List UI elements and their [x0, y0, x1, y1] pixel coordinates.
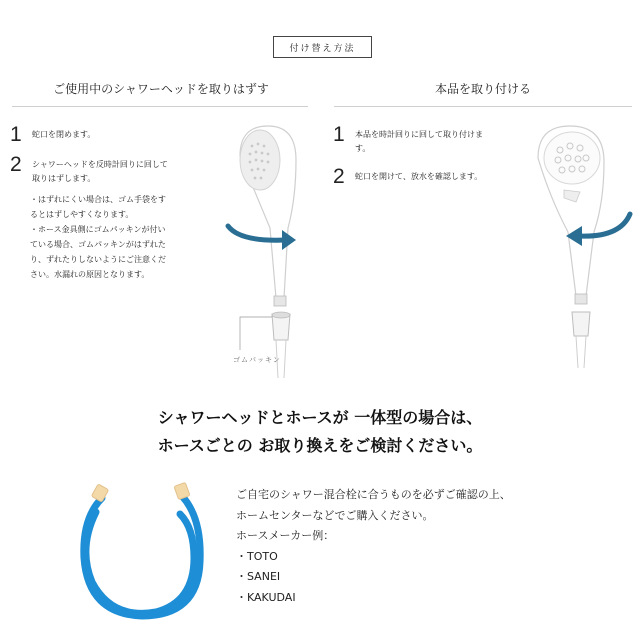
step-text-line: す。 [355, 144, 371, 153]
step-number: 2 [333, 165, 345, 188]
hose-fitting [572, 312, 590, 336]
thread-fitting [575, 294, 587, 304]
info-line: ホースメーカー例： [236, 529, 335, 542]
purchase-info [236, 485, 511, 608]
shower-hose-illustration [72, 478, 212, 628]
shower-head-attach-illustration [520, 118, 640, 368]
divider-left [12, 106, 308, 107]
maker-item: ・SANEI [236, 570, 281, 583]
remove-step-1 [10, 124, 95, 146]
remove-notes [30, 192, 190, 282]
step-number: 1 [333, 123, 345, 146]
step-text [355, 128, 483, 156]
step-number: 1 [10, 123, 22, 146]
remove-step-2 [10, 154, 168, 186]
note-line: ている場合、ゴムパッキンがはずれた [30, 240, 166, 249]
attach-step-1 [333, 124, 483, 156]
info-line: ホームセンターなどでご購入ください。 [236, 508, 434, 522]
leader-line [240, 317, 272, 350]
maker-item: ・KAKUDAI [236, 590, 296, 604]
info-line: ご自宅のシャワー混合栓に合うものを必ずご確認の上、 [236, 488, 511, 501]
arrowhead-right-icon [282, 230, 296, 250]
step-text: 蛇口を開けて、放水を確認します。 [355, 172, 483, 181]
step-text-line: 本品を時計回りに回して取り付けま [355, 130, 483, 139]
shower-face [240, 130, 280, 190]
integrated-hose-headline-line1: シャワーヘッドとホースが 一体型の場合は、 [157, 408, 483, 427]
note-line: ・ホース金具側にゴムパッキンが付い [30, 225, 166, 234]
remove-heading: ご使用中のシャワーヘッドを取りはずす [53, 82, 269, 96]
integrated-hose-headline-line2: ホースごとの お取り換えをご検討ください。 [157, 436, 483, 455]
step-text: 蛇口を閉めます。 [32, 130, 96, 139]
attach-heading: 本品を取り付ける [434, 82, 531, 96]
hose-coil [84, 496, 200, 616]
note-line: り、ずれたりしないようにご注意くだ [30, 255, 166, 264]
hose-end-right [174, 482, 190, 499]
gum-packing-label: ゴムパッキン [233, 356, 281, 364]
divider-right [334, 106, 632, 107]
step-number: 2 [10, 153, 22, 176]
step-text-line: シャワーヘッドを反時計回りに回して [32, 160, 168, 169]
hose [576, 336, 586, 368]
step-text-line: 取りはずします。 [32, 174, 96, 183]
maker-item: ・TOTO [236, 549, 278, 563]
step-text [32, 158, 168, 186]
shower-face [544, 132, 600, 184]
hose-end-left [91, 484, 108, 502]
note-line: さい。水漏れの原因となります。 [30, 270, 150, 279]
thread-fitting [274, 296, 286, 306]
gum-packing [272, 312, 290, 318]
note-line: ・はずれにくい場合は、ゴム手袋をす [30, 195, 166, 204]
note-line: るとはずしやすくなります。 [30, 210, 134, 219]
page-title: 付け替え方法 [273, 36, 372, 58]
attach-step-2 [333, 166, 482, 188]
shower-head-remove-illustration [200, 118, 320, 378]
